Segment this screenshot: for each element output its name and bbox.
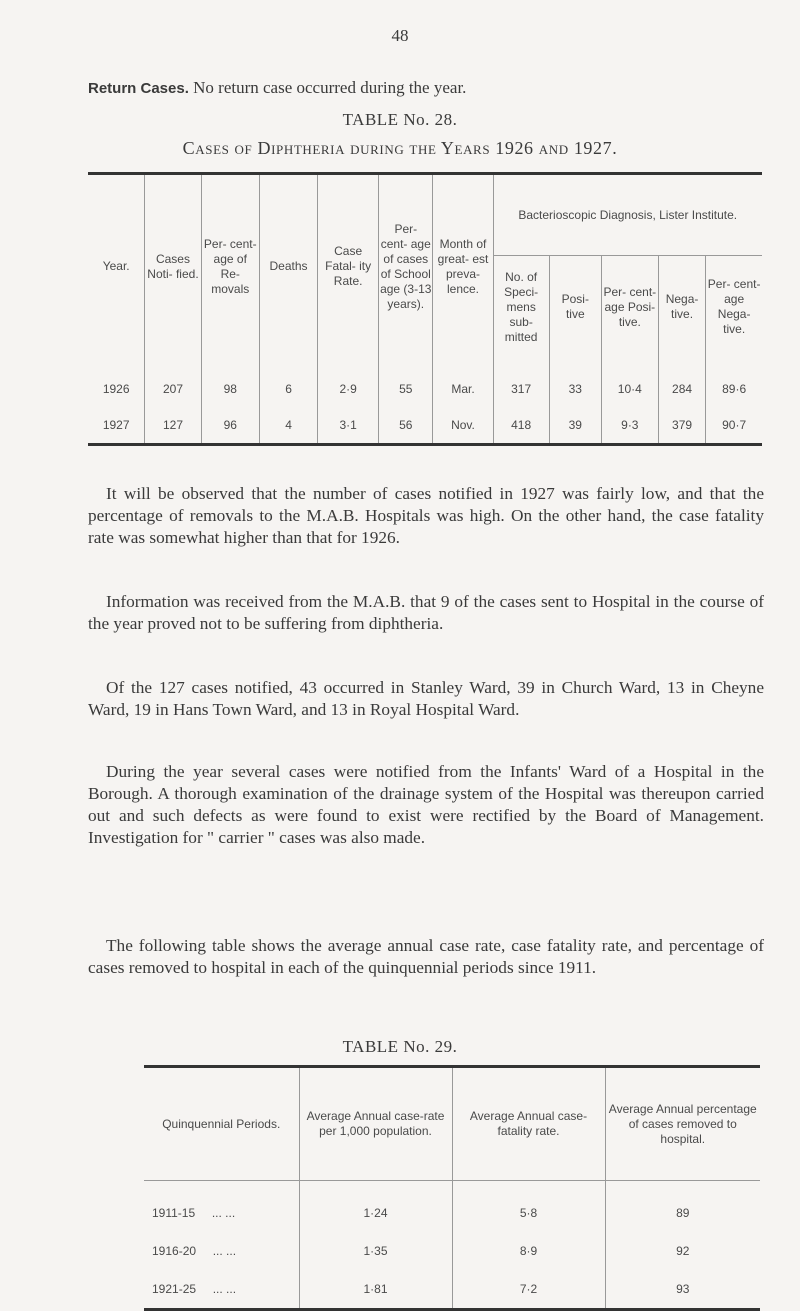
leader-dots: ... ... xyxy=(211,1206,236,1220)
cell-positive: 33 xyxy=(549,358,601,407)
paragraph-following-table: The following table shows the average annual case rate, case fatality rate, and percentage of cases removed to hospital in each of the quinquennial periods since 1911. xyxy=(88,936,764,977)
header-bacterioscopic-diagnosis: Bacterioscopic Diagnosis, Lister Institute. xyxy=(493,174,762,256)
cell-year: 1926 xyxy=(88,358,145,407)
cell-period: 1916-20 ... ... xyxy=(144,1232,299,1270)
header-percentage-removals: Per- cent- age of Re- movals xyxy=(201,174,259,359)
return-cases-text: No return case occurred during the year. xyxy=(193,78,467,97)
cell-fatality-rate: 8·9 xyxy=(452,1232,605,1270)
cell-year: 1927 xyxy=(88,407,145,445)
cell-month-prevalence: Nov. xyxy=(433,407,493,445)
header-month-prevalence: Month of great- est preva- lence. xyxy=(433,174,493,359)
cell-percentage-school-age: 56 xyxy=(379,407,433,445)
header-cases-notified: Cases Noti- fied. xyxy=(145,174,201,359)
cell-percentage-removed: 93 xyxy=(605,1270,760,1310)
cell-fatality-rate: 5·8 xyxy=(452,1181,605,1233)
table-row xyxy=(144,1232,760,1270)
leader-dots: ... ... xyxy=(212,1282,237,1296)
cell-month-prevalence: Mar. xyxy=(433,358,493,407)
cell-deaths: 4 xyxy=(259,407,317,445)
cell-case-rate: 1·81 xyxy=(299,1270,452,1310)
cell-case-fatality-rate: 3·1 xyxy=(318,407,379,445)
cell-percentage-removals: 96 xyxy=(201,407,259,445)
cell-deaths: 6 xyxy=(259,358,317,407)
paragraph-observed: It will be observed that the number of cases notified in 1927 was fairly low, and that the percentage of removals to the M.A.B. Hospitals was high. On the other hand, the case fatality rate was somewhat higher than that for 1926. xyxy=(88,484,764,547)
table-row xyxy=(144,1181,760,1233)
cell-case-fatality-rate: 2·9 xyxy=(318,358,379,407)
cell-percentage-negative: 90·7 xyxy=(706,407,762,445)
table-28-caption: Cases of Diphtheria during the Years 1926 and 1927. xyxy=(182,138,618,158)
header-positive: Posi- tive xyxy=(549,256,601,359)
cell-percentage-negative: 89·6 xyxy=(722,382,747,396)
table-29-title: TABLE No. 29. xyxy=(342,1037,458,1056)
header-average-fatality-rate: Average Annual case-fatality rate. xyxy=(452,1067,605,1181)
page-number: 48 xyxy=(391,26,409,45)
cell-fatality-rate: 7·2 xyxy=(452,1270,605,1310)
header-negative: Nega- tive. xyxy=(658,256,706,359)
header-deaths: Deaths xyxy=(259,174,317,359)
leader-dots: ... ... xyxy=(212,1244,237,1258)
table-row xyxy=(144,1270,760,1310)
paragraph-infants-ward: During the year several cases were notified from the Infants' Ward of a Hospital in the Borough. A thorough examination of the drainage system of the Hospital was thereupon carried out and such defects as were found to exist were rectified by the Board of Management. Investigation for " carrier " cases was also made. xyxy=(88,762,764,847)
table-29 xyxy=(144,1065,760,1311)
cell-cases-notified: 207 xyxy=(145,358,201,407)
cell-percentage-removals: 98 xyxy=(201,358,259,407)
table-row xyxy=(88,358,762,407)
paragraph-wards: Of the 127 cases notified, 43 occurred in Stanley Ward, 39 in Church Ward, 13 in Cheyne Ward, 19 in Hans Town Ward, and 13 in Royal Hospital Ward. xyxy=(88,678,764,719)
cell-negative: 379 xyxy=(658,407,706,445)
cell-positive: 39 xyxy=(549,407,601,445)
header-case-fatality-rate: Case Fatal- ity Rate. xyxy=(318,174,379,359)
cell-percentage-positive: 9·3 xyxy=(601,407,658,445)
header-specimens-submitted: No. of Speci- mens sub- mitted xyxy=(493,256,549,359)
cell-negative: 284 xyxy=(658,358,706,407)
table-28-title: TABLE No. 28. xyxy=(342,110,458,129)
paragraph-information: Information was received from the M.A.B. that 9 of the cases sent to Hospital in the course of the year proved not to be suffering from diphtheria. xyxy=(88,592,764,633)
cell-cases-notified: 127 xyxy=(145,407,201,445)
cell-case-rate: 1·24 xyxy=(299,1181,452,1233)
cell-percentage-school-age: 55 xyxy=(379,358,433,407)
return-cases-heading: Return Cases. xyxy=(88,80,189,97)
cell-period: 1921-25 ... ... xyxy=(144,1270,299,1310)
cell-specimens: 317 xyxy=(493,358,549,407)
cell-percentage-positive: 10·4 xyxy=(601,358,658,407)
cell-case-rate: 1·35 xyxy=(299,1232,452,1270)
cell-period: 1911-15 ... ... xyxy=(144,1181,299,1233)
table-row xyxy=(88,407,762,445)
header-quinquennial-periods: Quinquennial Periods. xyxy=(144,1067,299,1181)
cell-percentage-removed: 92 xyxy=(676,1244,690,1258)
table-28 xyxy=(88,172,762,446)
header-average-case-rate: Average Annual case-rate per 1,000 population. xyxy=(299,1067,452,1181)
header-percentage-school-age: Per- cent- age of cases of School age (3-13 years). xyxy=(379,174,433,359)
header-year: Year. xyxy=(88,174,145,359)
return-cases-line xyxy=(88,78,466,98)
cell-percentage-removed: 89 xyxy=(676,1206,690,1220)
cell-specimens: 418 xyxy=(493,407,549,445)
header-percentage-positive: Per- cent- age Posi- tive. xyxy=(601,256,658,359)
header-average-percentage-removed: Average Annual percentage of cases removed to hospital. xyxy=(605,1067,760,1181)
header-percentage-negative: Per- cent- age Nega- tive. xyxy=(707,277,761,336)
